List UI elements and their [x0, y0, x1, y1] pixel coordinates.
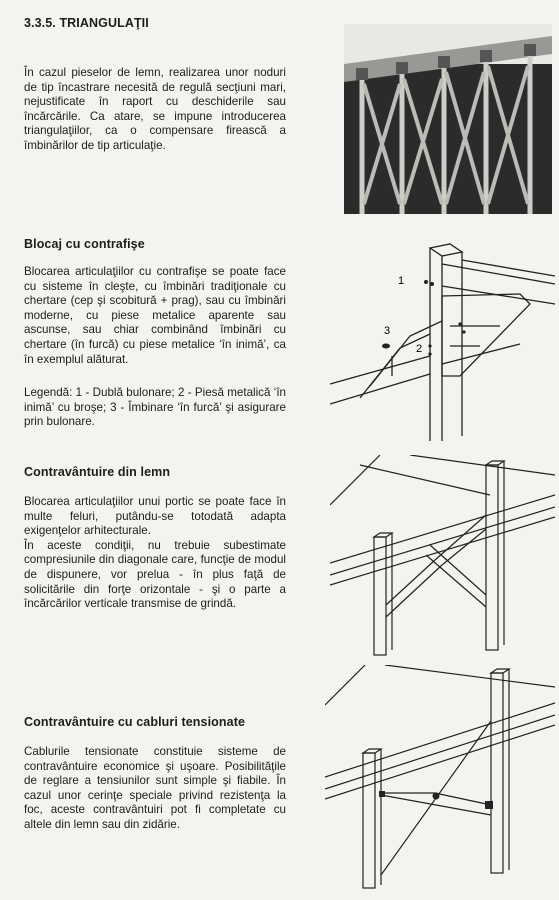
blocaj-heading: Blocaj cu contrafişe [24, 237, 145, 251]
section-heading: 3.3.5. TRIANGULAŢII [24, 16, 149, 30]
contravantuire-cabluri-paragraph: Cablurile tensionate constituie sisteme de contravântuire economice şi uşoare. Posibilităţile de reglare a tensiunilor sunt simple şi fiabile. În cazul unor cerinţe speciale privind rezistenţa la foc, aceste contravântuiri pot fi completate cu altele din lemn sau din zidărie. [24, 745, 286, 831]
blocaj-paragraph: Blocarea articulaţiilor cu contrafişe se poate face cu sisteme în cleşte, cu îmbinări tradiţionale cu chertare (cep şi scobitură + prag), sau cu îmbinări moderne, cu piese metalice aparente sau ascunse, sau chiar combinând îmbinări cu chertare (în furcă) cu piese metalice ‘în inimă’, ca în exemplul alăturat. [24, 265, 286, 366]
contravantuire-cabluri-heading: Contravântuire cu cabluri tensionate [24, 715, 246, 729]
contravantuire-lemn-heading: Contravântuire din lemn [24, 465, 171, 479]
knee-brace-drawing [330, 236, 555, 446]
timber-bracing-drawing [330, 455, 555, 660]
blocaj-legend: Legendă: 1 - Dublă bulonare; 2 - Piesă metalică ‘în inimă’ cu broşe; 3 - Îmbinare ‘în furcă’ şi asigurare prin bulonare. [24, 386, 286, 429]
contravantuire-lemn-paragraph: Blocarea articulaţiilor unui portic se poate face în multe feluri, putându-se totodată adapta exigenţelor arhitecturale. În aceste condiţii, nu trebuie subestimate compresiunile din diagonale care, funcţie de modul de dispunere, vor prelua - în plus faţă de solicitările din forţe orizontale - şi o parte a încărcărilor verticale transmise de grindă. [24, 495, 286, 611]
intro-paragraph: În cazul pieselor de lemn, realizarea unor noduri de tip încastrare necesită de regulă secţiuni mari, nejustificate în raport cu deschiderile sau încărcările. Ca atare, se impune introducerea triangulaţiilor, ca o compensare firească a îmbinărilor de tip articulaţie. [24, 66, 286, 152]
label-2: 2 [416, 343, 423, 355]
timber-frame-photo [344, 24, 552, 214]
cable-bracing-drawing [325, 665, 555, 895]
label-1: 1 [398, 275, 405, 287]
label-3: 3 [384, 325, 391, 337]
